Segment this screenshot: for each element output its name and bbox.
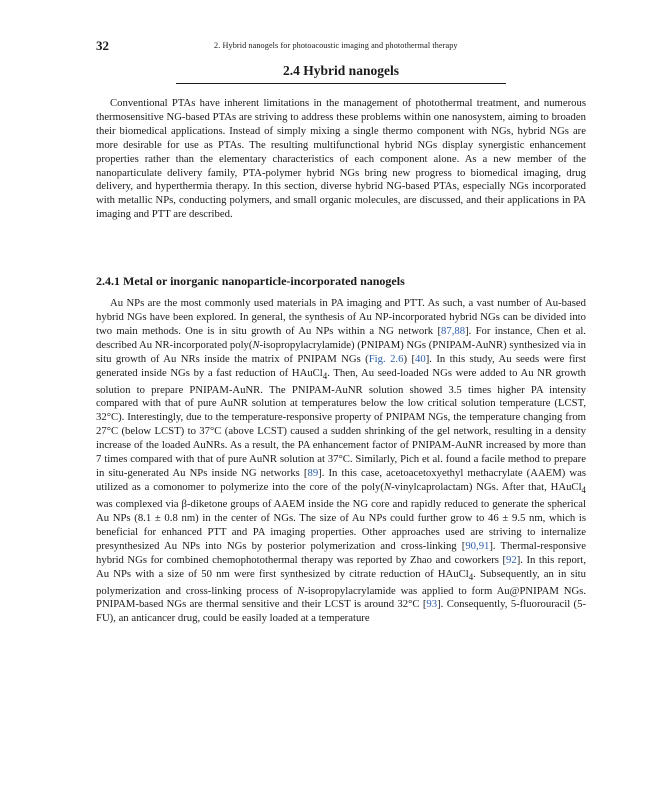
intro-paragraph: Conventional PTAs have inherent limitations in the management of photothermal treatment, and numerous thermosensitive NG-based PTAs are striving to address these problems within one nanosystem, aiming to broaden their biomedical applications. Instead of simply mixing a single thermo component with NGs, hybrid NGs are more desirable for use as PTAs. The resulting multifunctional hybrid NGs display synergistic enhancement properties rather than the elementary characteristics of each component alone. As a new member of the nanoparticulate delivery family, PTA-polymer hybrid NGs bring new progress to biomedical imaging, drug delivery, and hyperthermia therapy. In this section, diverse hybrid NG-based PTAs, especially NGs incorporated with metallic NPs, conducting polymers, and small organic molecules, are discussed, and their applications in PA imaging and PTT are described.	[96, 97, 586, 221]
text-run: ]. For instance, Chen et al. described Au NR-incorporated poly(	[96, 324, 586, 351]
citation-link[interactable]: 92	[506, 553, 517, 566]
text-run: ) [	[403, 352, 415, 365]
subsection-title: 2.4.1 Metal or inorganic nanoparticle-incorporated nanogels	[96, 274, 405, 288]
italic-text: N	[297, 584, 305, 597]
body-paragraph	[96, 297, 586, 626]
text-run: ]. In this case, acetoacetoxyethyl methacrylate (AAEM) was utilized as a comonomer to polymerize into the core of the poly(	[96, 467, 586, 493]
subscript: 4	[468, 571, 474, 582]
page-number: 32	[96, 38, 109, 53]
citation-link[interactable]: 40	[415, 352, 426, 365]
italic-text: N	[383, 480, 392, 493]
section-title: 2.4 Hybrid nanogels	[283, 63, 399, 78]
citation-link[interactable]: 87,88	[441, 324, 466, 337]
text-run: Au NPs are the most commonly used materials in PA imaging and PTT. As such, a vast number of Au-based hybrid NGs have been explored. In general, the synthesis of Au NP-incorporated hybrid NGs can be divided into two main methods. One is in situ growth of Au NPs within a NG network [	[96, 297, 586, 337]
text-run: ]. Thermal-responsive hybrid NGs for combined chemophotothermal therapy was reported by Zhao and coworkers [	[96, 539, 586, 566]
text-run: was complexed via β-diketone groups of AAEM inside the NG core and rapidly reduced to generate the spherical Au NPs (8.1 ± 0.8 nm) in the center of NGs. The size of Au NPs could further grow to 46 ± 9.5 nm, which is beneficial for enhanced PTT and PA imaging properties. Other approaches used are striving to internalize presynthesized Au NPs into NGs by posterior polymerization and cross-linking [	[96, 497, 586, 552]
italic-text: N	[252, 338, 260, 351]
citation-link[interactable]: 93	[426, 598, 438, 611]
citation-link[interactable]: 89	[307, 467, 319, 480]
figure-link[interactable]: Fig. 2.6	[368, 352, 404, 365]
running-chapter-title: 2. Hybrid nanogels for photoacoustic imaging and photothermal therapy	[214, 41, 458, 50]
text-run: . Subsequently, an in situ polymerization and cross-linking process of	[96, 567, 586, 597]
subscript: 4	[581, 485, 586, 496]
section-title-rule	[176, 83, 506, 84]
text-run: ]. In this study, Au seeds were first generated inside NGs by a fast reduction of HAuCl	[96, 352, 586, 379]
text-run: -isopropylacrylamide was applied to form Au@PNIPAM NGs. PNIPAM-based NGs are thermal sensitive and their LCST is around 32°C [	[96, 584, 586, 611]
text-run: -isopropylacrylamide) (PNIPAM) NGs (PNIPAM-AuNR) synthesized via in situ growth of Au NRs inside the matrix of PNIPAM NGs (	[96, 338, 586, 365]
citation-link[interactable]: 90,91	[465, 539, 490, 552]
text-run: -vinylcaprolactam) NGs. After that, HAuCl	[391, 480, 582, 493]
text-run: ]. In this report, Au NPs with a size of 50 nm were first synthesized by citrate reduction of HAuCl	[96, 553, 586, 580]
text-run: . Then, Au seed-loaded NGs were added to Au NR growth solution to prepare PNIPAM-AuNR. The PNIPAM-AuNR solution showed 3.5 times higher PA intensity compared with that of pure AuNR solution at temperatures below the low critical solution temperature (LCST, 32°C). Interestingly, due to the temperature-responsive property of PNIPAM NGs, the temperature changing from 27°C (below LCST) to 37°C (above LCST) caused a sudden shrinking of the gel network, resulting in a density increase of the loaded AuNRs. As a result, the PA enhancement factor of PNIPAM-AuNR increased by more than 7 times compared with that of pure AuNR solution at 37°C. Similarly, Pich et al. found a facile method to prepare in situ-generated Au NPs inside NG networks [	[96, 366, 586, 480]
running-header	[96, 38, 586, 54]
text-run: ]. Consequently, 5-fluorouracil (5-FU), an anticancer drug, could be easily loaded at a temperature	[96, 598, 587, 625]
subscript: 4	[322, 370, 328, 381]
